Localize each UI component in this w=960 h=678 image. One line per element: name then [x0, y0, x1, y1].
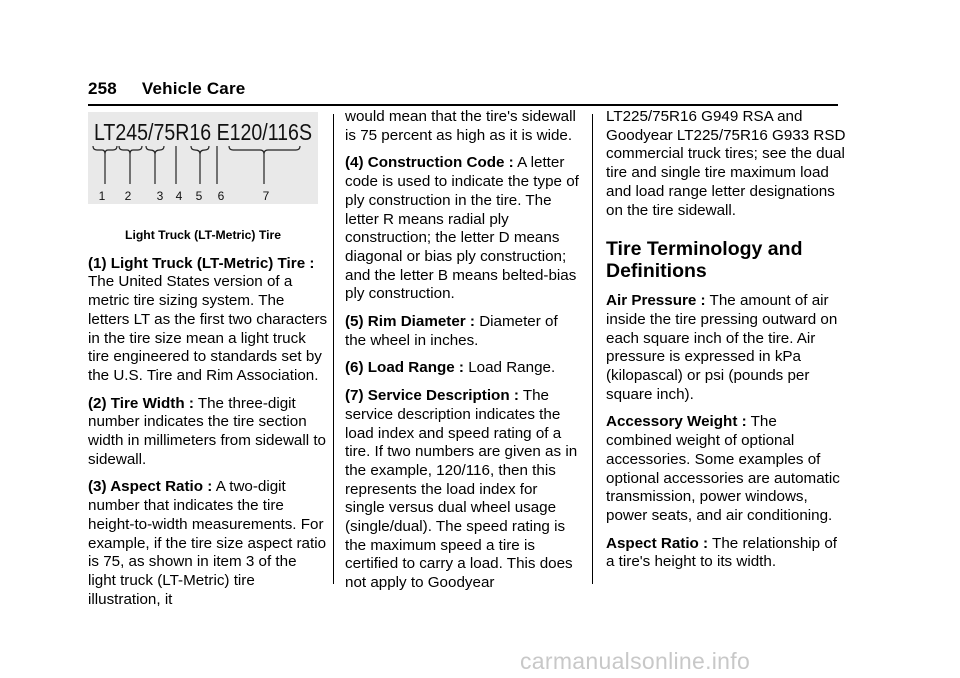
term-text: Diameter of the wheel in inches. [345, 313, 558, 349]
section-title: Vehicle Care [141, 79, 246, 98]
callout-number: 1 [98, 189, 106, 203]
term-label: (7) Service Description : [345, 387, 519, 405]
definition-service-description [345, 387, 580, 593]
definition-aspect-ratio [606, 535, 846, 572]
callout-number: 7 [262, 189, 270, 203]
page-number: 258 [88, 79, 117, 98]
watermark: carmanualsonline.info [520, 648, 751, 674]
definition-light-truck [88, 255, 328, 386]
definition-tire-width [88, 395, 328, 470]
term-label: (3) Aspect Ratio : [88, 478, 213, 496]
term-text: Load Range. [463, 359, 556, 377]
definition-construction-code [345, 154, 580, 304]
section-heading: Tire Terminology and Definitions [606, 238, 803, 283]
continued-text: LT225/75R16 G949 RSA and Goodyear LT225/75R16 G933 RSD commercial truck tires; see the dual tire and single tire maximum load and load range letter designations on the tire sidewall. [606, 108, 846, 219]
term-text: The three-digit number indicates the tire section width in millimeters from sidewall to sidewall. [88, 394, 327, 468]
tire-size-diagram [88, 112, 318, 220]
term-label: Air Pressure : [606, 292, 706, 310]
header-rule [88, 104, 838, 106]
term-label: (1) Light Truck (LT-Metric) Tire : [88, 254, 315, 272]
callout-number: 2 [124, 189, 132, 203]
figure-caption: Light Truck (LT-Metric) Tire [125, 228, 281, 242]
column-2 [345, 108, 580, 602]
definition-air-pressure [606, 292, 846, 404]
definition-rim-diameter [345, 313, 580, 350]
term-text: A two-digit number that indicates the tire height-to-width measurements. For example, if the tire size aspect ratio is 75, as shown in item 3 of the light truck (LT-Metric) tire illustration, it [88, 478, 327, 608]
column-divider [592, 114, 593, 584]
definition-load-range [345, 359, 580, 378]
tire-size-figure [88, 112, 318, 220]
callout-number: 3 [156, 189, 164, 203]
term-label: (2) Tire Width : [88, 394, 194, 412]
callout-number: 6 [217, 189, 225, 203]
page-header [88, 79, 245, 99]
term-label: (5) Rim Diameter : [345, 313, 475, 331]
term-text: The amount of air inside the tire pressing outward on each square inch of the tire. Air pressure is expressed in kPa (kilopascal) or psi (pounds per square inch). [606, 292, 838, 403]
tire-code-text: LT245/75R16 E120/116S [94, 119, 312, 145]
term-text: The combined weight of optional accessories. Some examples of optional accessories are automatic transmission, power windows, power seats, and air conditioning. [606, 413, 840, 524]
callout-number: 5 [195, 189, 203, 203]
term-text: The service description indicates the load index and speed rating of a tire. If two numbers are given as in the example, 120/116, then this represents the load index for single versus dual wheel usage (single/dual). The speed rating is the maximum speed a tire is certified to carry a load. This does not apply to Goodyear [345, 387, 578, 592]
term-label: (4) Construction Code : [345, 154, 514, 172]
column-divider [333, 114, 334, 584]
column-3 [606, 108, 846, 581]
column-1 [88, 112, 328, 618]
term-label: Aspect Ratio : [606, 534, 709, 552]
term-text: A letter code is used to indicate the type of ply construction in the tire. The letter R means radial ply construction; the letter D means diagonal or bias ply construction; and the letter B means belted-bias ply construction. [345, 154, 579, 303]
definition-aspect-ratio [88, 478, 328, 609]
term-label: Accessory Weight : [606, 413, 747, 431]
term-text: The relationship of a tire's height to its width. [606, 534, 838, 571]
term-text: The United States version of a metric tire sizing system. The letters LT as the first two characters in the tire size mean a light truck tire engineered to standards set by the U.S. Tire and Rim Association. [88, 273, 328, 384]
continued-text: would mean that the tire's sidewall is 75 percent as high as it is wide. [345, 108, 576, 144]
term-label: (6) Load Range : [345, 359, 464, 377]
definition-accessory-weight [606, 413, 846, 525]
callout-number: 4 [175, 189, 183, 203]
